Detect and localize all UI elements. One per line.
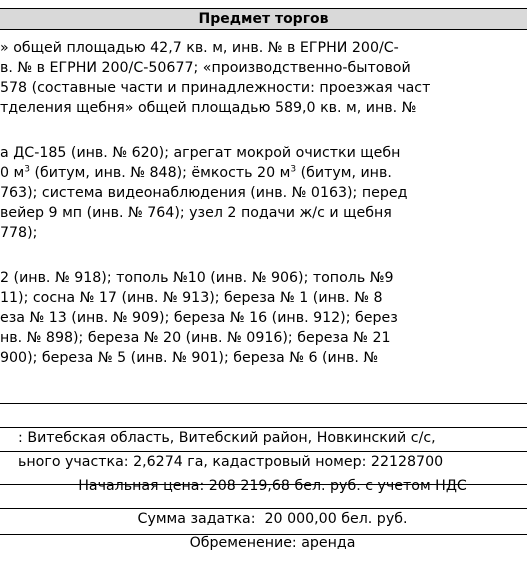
table-header (0, 8, 527, 30)
text-fragment: 0 м (0, 165, 25, 181)
text-line: тделения щебня» общей площадью 589,0 кв. м, инв. № (0, 100, 417, 116)
text-line: 11); сосна № 17 (инв. № 913); береза № 1 (инв. № 8 (0, 290, 383, 306)
text-line: 763); система видеонаблюдения (инв. № 0163); перед (0, 185, 408, 201)
superscript: 3 (24, 164, 30, 175)
text-line: а ДС-185 (инв. № 620); агрегат мокрой очистки щебн (0, 145, 401, 161)
text-line: вейер 9 мп (инв. № 764); узел 2 подачи ж/с и щебня (0, 205, 392, 221)
text-fragment: (битум, инв. № 848); ёмкость 20 м (29, 165, 291, 181)
text-line: 778); (0, 225, 38, 241)
encumbrance-row (0, 508, 527, 551)
text-line: 578 (составные части и принадлежности: проезжая част (0, 80, 431, 96)
superscript: 3 (290, 164, 297, 175)
text-line: 900); береза № 5 (инв. № 901); береза № 6 (инв. № (0, 350, 379, 366)
header-title: Предмет торгов (198, 11, 329, 27)
deposit-text: Сумма задатка: 20 000,00 бел. руб. (137, 511, 408, 527)
text-line: 2 (инв. № 918); тополь №10 (инв. № 906); тополь №9 (0, 270, 394, 286)
location-text: : Витебская область, Витебский район, Новкинский с/с, (18, 430, 436, 446)
text-fragment: (битум, инв. (296, 165, 392, 181)
start-price-row (0, 451, 527, 494)
text-line-composite (0, 163, 392, 183)
location-row (0, 403, 527, 446)
text-line: еза № 13 (инв. № 909); береза № 16 (инв. 912); берез (0, 310, 398, 326)
land-text: ьного участка: 2,6274 га, кадастровый номер: 22128700 (18, 454, 444, 470)
encumbrance-text: Обременение: аренда (189, 535, 356, 551)
text-line: » общей площадью 42,7 кв. м, инв. № в ЕГРНИ 200/С- (0, 40, 399, 56)
text-line: нв. № 898); береза № 20 (инв. № 0916); береза № 21 (0, 330, 391, 346)
text-line: в. № в ЕГРНИ 200/С-50677; «производственно-бытовой (0, 60, 411, 76)
land-row (0, 427, 527, 470)
deposit-row (0, 484, 527, 527)
start-price-text: Начальная цена: 208 219,68 бел. руб. с учетом НДС (78, 478, 467, 494)
